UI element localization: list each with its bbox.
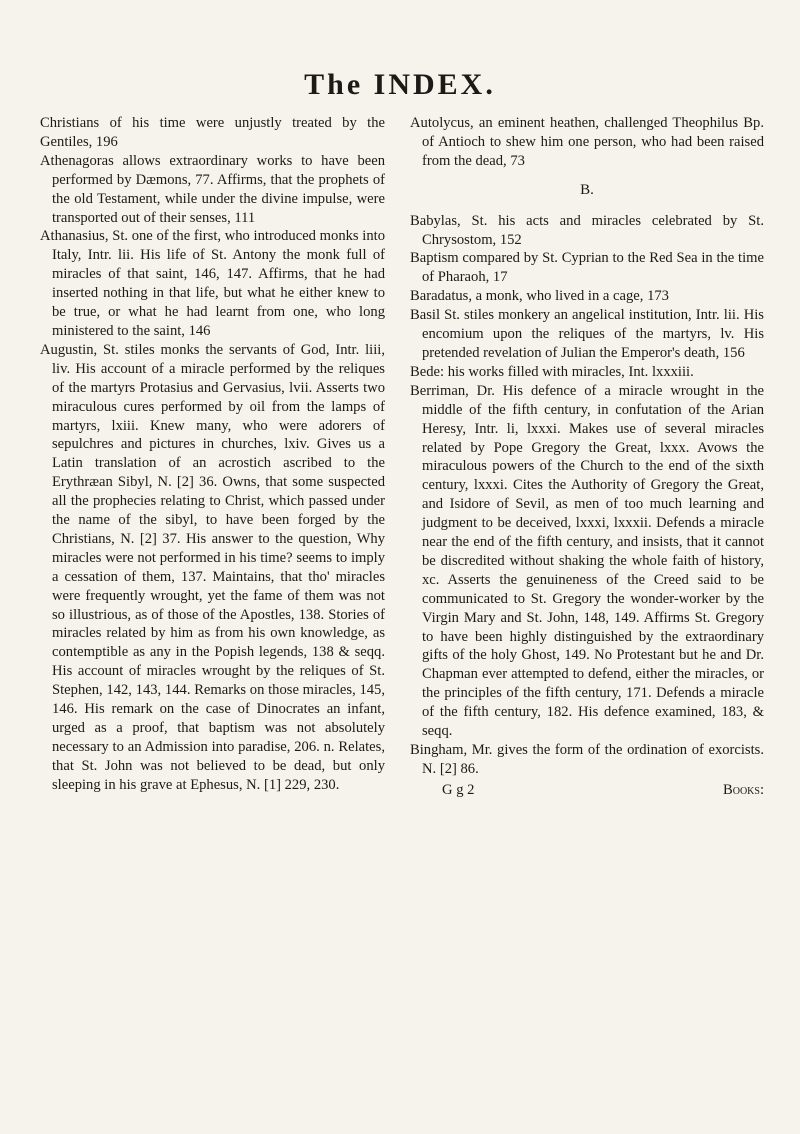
index-entry: Christians of his time were unjustly treated by the Gentiles, 196 bbox=[40, 115, 385, 150]
index-entry: Bede: his works filled with miracles, Int. lxxxiii. bbox=[410, 363, 694, 380]
index-entry: Basil St. stiles monkery an angelical institution, Intr. lii. His encomium upon the reliques of the martyrs, lv. His pretended revelation of Julian the Emperor's death, 156 bbox=[410, 307, 764, 361]
catchword: Books: bbox=[722, 781, 764, 798]
left-column bbox=[40, 114, 385, 795]
page-title: The INDEX. bbox=[304, 68, 496, 101]
index-entry: Bingham, Mr. gives the form of the ordination of exorcists. N. [2] 86. bbox=[410, 742, 764, 777]
index-entry: Athanasius, St. one of the first, who introduced monks into Italy, Intr. lii. His life of St. Antony the monk full of miracles of that saint, 146, 147. Affirms, that he had inserted nothing in that life, but what he either knew to be true, or what he had learnt from one, who long ministered to the saint, 146 bbox=[40, 228, 385, 339]
section-letter: B. bbox=[580, 181, 594, 198]
index-entry: Baptism compared by St. Cyprian to the Red Sea in the time of Pharaoh, 17 bbox=[410, 250, 764, 286]
index-entry: Athenagoras allows extraordinary works to have been performed by Dæmons, 77. Affirms, that the prophets of the old Testament, while under the divine impulse, were transported out of their senses, 111 bbox=[40, 152, 385, 226]
index-entry: Autolycus, an eminent heathen, challenged Theophilus Bp. of Antioch to shew him one person, who had been raised from the dead, 73 bbox=[410, 115, 764, 169]
page-footer bbox=[410, 781, 764, 801]
index-entry: Baradatus, a monk, who lived in a cage, 173 bbox=[410, 288, 669, 305]
index-entry: Babylas, St. his acts and miracles celebrated by St. Chrysostom, 152 bbox=[410, 212, 764, 248]
index-entry: Augustin, St. stiles monks the servants of God, Intr. liii, liv. His account of a miracle performed by the reliques of the martyrs Protasius and Gervasius, lvii. Asserts two miraculous cures performed by oil from the lamps of martyrs, lxiii. Knew many, who were adorers of sepulchres and pictures in churches, lxiv. Gives us a Latin translation of an acrostich ascribed to the Erythræan Sibyl, N. [2] 36. Owns, that some suspected all the prophecies relating to Christ, which passed under the name of the sibyl, to have been forged by the Christians, N. [2] 37. His answer to the question, Why miracles were not performed in his time? seems to imply a cessation of them, 137. Maintains, that tho' miracles were frequently wrought, yet the fame of them was not so illustrious, as of those of the Apostles, 138. Stories of miracles related by him as from his own knowledge, as contemptible as any in the Popish legends, 138 & seqq. His account of miracles wrought by the reliques of St. Stephen, 142, 143, 144. Remarks on those miracles, 145, 146. His remark on the case of Dinocrates an infant, urged as a proof, that baptism was not absolutely necessary to an Admission into paradise, 206. n. Relates, that St. John was not believed to be dead, but only sleeping in his grave at Ephesus, N. [1] 229, 230. bbox=[40, 341, 385, 793]
index-entry: Berriman, Dr. His defence of a miracle wrought in the middle of the fifth century, in confutation of the Arian Heresy, Intr. li, lxxxi. Makes use of several miracles related by Pope Gregory the Great, lxxx. Avows the miraculous powers of the Church to the end of the sixth century, lxxxi. Cites the Authority of Gregory the Great, and Isidore of Sevil, as men of too much learning and judgment to be deceived, lxxxi, lxxxii. Defends a miracle near the end of the fifth century, and insists, that it cannot be discredited without shaking the whole faith of history, xc. Asserts the genuineness of the Creed said to be communicated to St. Gregory the wonder-worker by the Virgin Mary and St. John, 148, 149. Affirms St. Gregory to have been highly distinguished by the extraordinary gifts of the holy Ghost, 149. No Protestant but he and Dr. Chapman ever attempted to defend, either the miracles, or the principles of the fifth century, 171. Defends a miracle of the fifth century, 182. His defence examined, 183, & seqq. bbox=[410, 382, 764, 740]
right-column bbox=[410, 114, 764, 801]
signature-mark: G g 2 bbox=[442, 781, 475, 798]
